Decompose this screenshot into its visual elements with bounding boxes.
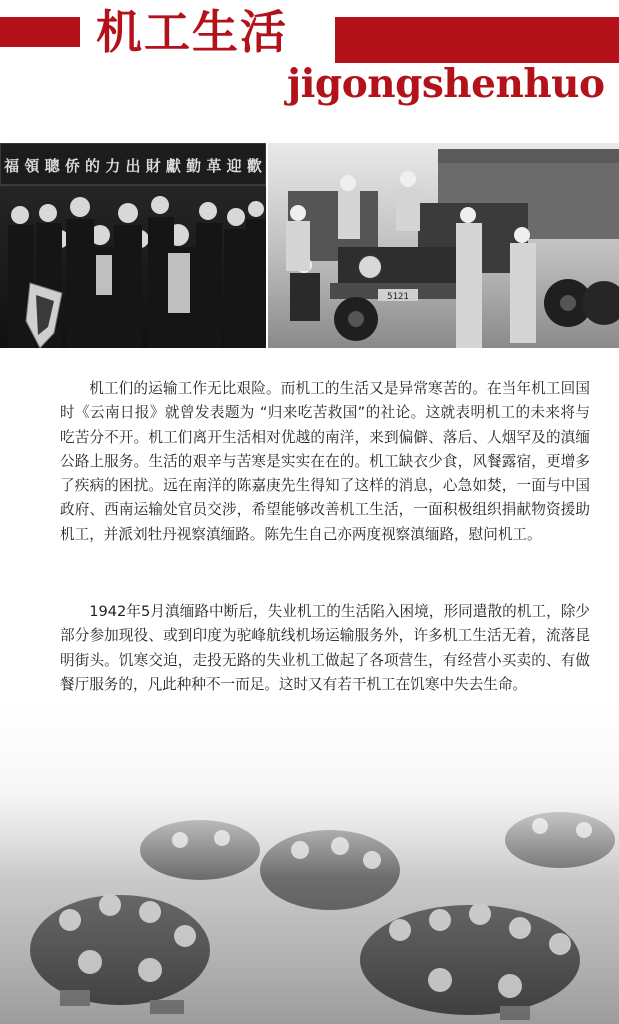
header-bar-left: [0, 17, 80, 47]
body-paragraph-1: 机工们的运输工作无比艰险。而机工的生活又是异常寒苦的。在当年机工回国时《云南日报》就曾发表题为 “归来吃苦救国”的社论。这就表明机工的未来将与吃苦分不开。机工们离开生活相对优越的南洋，来到偏僻、落后、人烟罕及的滇缅公路上服务。生活的艰辛与苦寒是实实在在的。机工缺衣少食，风餐露宿，更增多了疾病的困扰。远在南洋的陈嘉庚先生得知了这样的消息，心急如焚，一面与中国政府、西南运输处官员交涉，希望能够改善机工生活，一面积极组织捐献物资援助机工，并派刘牡丹视察滇缅路。陈先生自己亦两度视察滇缅路，慰问机工。: [60, 380, 590, 543]
page-subtitle: jigongshenhuo: [287, 61, 605, 107]
banner-text: 福 領 聰 侨 的 力 出 財 獻 勤 革 迎 歡: [4, 157, 262, 175]
header-bar-right: [335, 17, 619, 63]
page-title: 机工生活: [96, 5, 288, 59]
refugee-crowd-photo: [0, 700, 619, 1024]
body-paragraph-2: 1942年5月滇缅路中断后，失业机工的生活陷入困境，形同遣散的机工，除少部分参加现役、或到印度为驼峰航线机场运输服务外，许多机工生活无着，流落昆明街头。饥寒交迫，走投无路的失业机工做起了各项营生，有经营小买卖的、有做餐厅服务的，凡此种种不一而足。这时又有若干机工在饥寒中失去生命。: [60, 603, 590, 693]
truck-plate-number: 5121: [387, 292, 409, 302]
truck-mechanics-photo: [268, 143, 619, 348]
welcome-ceremony-photo: [0, 143, 266, 348]
